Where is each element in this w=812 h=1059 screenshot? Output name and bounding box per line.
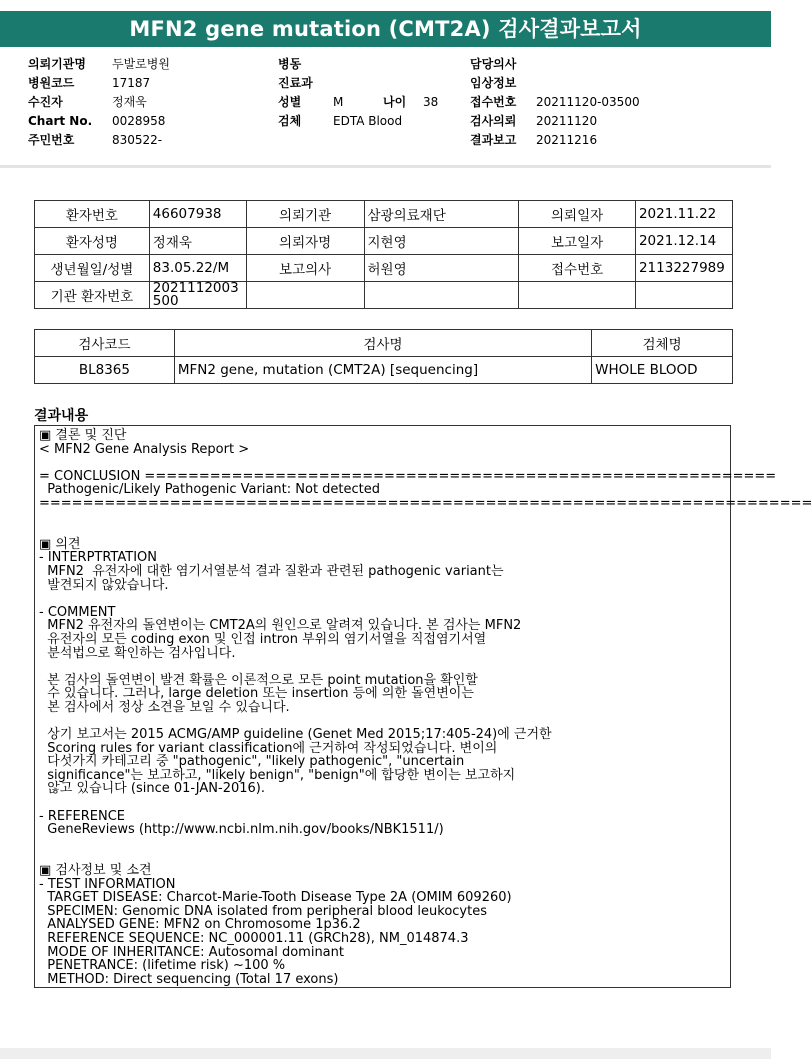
result-text-line: 다섯가지 카테고리 중 "pathogenic", "likely pathogenic", "uncertain [39,754,465,770]
result-text-line: REFERENCE SEQUENCE: NC_000001.11 (GRCh28), NM_014874.3 [39,930,469,946]
table-value-cell: 2113227989 [635,255,732,282]
result-content-box [34,425,812,988]
result-text-line [39,850,726,864]
result-text-line: - INTERPTRTATION [39,550,157,566]
info-row [278,93,438,112]
result-text-line: = CONCLUSION ========================================================== [39,468,777,484]
info-value: 830522- [112,133,163,147]
result-text-line: 상기 보고서는 2015 ACMG/AMP guideline (Genet Med 2015;17:405-24)에 근거한 [39,727,552,743]
info-row [470,55,640,74]
info-label: 병동 [278,57,302,71]
result-text-line: 분석법으로 확인하는 검사입니다. [39,645,236,661]
result-section-title: 결과내용 [34,408,89,424]
result-text-line: 본 검사의 돌연변이 발견 확률은 이론적으로 모든 point mutation을 확인할 [39,672,478,688]
table-header-cell: 검사명 [174,330,591,357]
result-text-line: 수 있습니다. 그러나, large deletion 또는 insertion 등에 의한 돌연변이는 [39,686,474,702]
result-text-line: MFN2 유전자의 돌연변이는 CMT2A의 원인으로 알려져 있습니다. 본 검사는 MFN2 [39,618,522,634]
specimen-name-cell: WHOLE BLOOD [592,357,733,384]
table-row [35,357,733,384]
result-text-line: METHOD: Direct sequencing (Total 17 exons) [39,971,339,987]
result-text-line: - COMMENT [39,604,116,620]
table-label-cell: 생년월일/성별 [35,255,150,282]
info-label: 결과보고 [470,133,517,147]
result-text-line [39,796,726,810]
info-value: 0028958 [112,114,166,128]
info-value: 20211216 [536,133,598,147]
result-text-line: - REFERENCE [39,808,126,824]
info-value: 17187 [112,76,151,90]
age-value: 38 [423,95,439,109]
result-text-line: SPECIMEN: Genomic DNA isolated from peripheral blood leukocytes [39,903,487,919]
result-text-line: 본 검사에서 정상 소견을 보일 수 있습니다. [39,699,290,715]
table-row [35,201,733,228]
info-label: 주민번호 [28,133,75,147]
info-row [470,131,640,150]
patient-info-column-3 [470,55,640,150]
table-value-cell: 2021112003500 [149,282,246,309]
table-empty-cell [635,282,732,309]
info-row [278,55,438,74]
result-text-line: ======================================================================= [39,495,812,511]
table-label-cell: 보고일자 [519,228,636,255]
info-label: 의뢰기관명 [28,57,86,71]
info-row [28,131,170,150]
table-value-cell: 정재욱 [149,228,246,255]
info-label: 검체 [278,114,302,128]
table-value-cell: 허원영 [364,255,519,282]
info-label: 병원코드 [28,76,75,90]
info-row [470,112,640,131]
table-label-cell: 접수번호 [519,255,636,282]
table-header-cell: 검사코드 [35,330,175,357]
test-code-cell: BL8365 [35,357,175,384]
table-label-cell: 보고의사 [246,255,364,282]
table-row [35,255,733,282]
result-text-line [39,660,726,674]
info-row [28,112,170,131]
result-text-line: 유전자의 모든 coding exon 및 인접 intron 부위의 염기서열을 직접염기서열 [39,631,487,647]
info-label: 담당의사 [470,57,517,71]
table-label-cell: 의뢰자명 [246,228,364,255]
info-label: 접수번호 [470,95,517,109]
info-value: 20211120 [536,114,598,128]
result-text-line: PENETRANCE: (lifetime risk) ~100 % [39,958,286,974]
info-label: 성별 [278,95,302,109]
table-label-cell: 의뢰기관 [246,201,364,228]
patient-info-column-2 [278,55,438,131]
info-row [278,74,438,93]
test-name-cell: MFN2 gene, mutation (CMT2A) [sequencing] [174,357,591,384]
result-text-line: - TEST INFORMATION [39,876,176,892]
result-text-line: 않고 있습니다 (since 01-JAN-2016). [39,781,266,797]
info-value: 두발로병원 [112,57,170,71]
result-text-line: significance"는 보고하고, "likely benign", "benign"에 합당한 변이는 보고하지 [39,767,516,783]
age-label: 나이 [383,95,407,109]
result-text-line: ▣ 검사정보 및 소견 [39,863,152,878]
info-label: Chart No. [28,114,93,128]
result-text-line [39,511,726,525]
table-row [35,228,733,255]
table-label-cell: 기관 환자번호 [35,282,150,309]
table-label-cell: 환자성명 [35,228,150,255]
result-text-line: MFN2 유전자에 대한 염기서열분석 결과 질환과 관련된 pathogenic variant는 [39,563,504,579]
bottom-bar [0,1048,771,1059]
table-value-cell: 2021.11.22 [635,201,732,228]
info-label: 진료과 [278,76,313,90]
result-text-line: 발견되지 않았습니다. [39,577,169,593]
result-text-line: MODE OF INHERITANCE: Autosomal dominant [39,944,344,960]
info-value: 20211120-03500 [536,95,640,109]
result-text-line: Scoring rules for variant classification에 근거하여 작성되었습니다. 변이의 [39,740,498,756]
result-text-line: ▣ 의견 [39,536,81,552]
table-value-cell: 2021.12.14 [635,228,732,255]
info-label: 검사의뢰 [470,114,517,128]
sex-value: M [333,95,344,109]
table-value-cell: 지현영 [364,228,519,255]
info-row [470,93,640,112]
table-header-cell: 검체명 [592,330,733,357]
result-text-line: TARGET DISEASE: Charcot-Marie-Tooth Disease Type 2A (OMIM 609260) [39,890,512,906]
report-title: MFN2 gene mutation (CMT2A) 검사결과보고서 [0,11,771,47]
table-label-cell: 의뢰일자 [519,201,636,228]
result-text-line [39,456,726,470]
table-value-cell: 삼광의료재단 [364,201,519,228]
info-label: 수진자 [28,95,63,109]
info-row [278,112,438,131]
table-value-cell: 46607938 [149,201,246,228]
table-header-row [35,330,733,357]
table-empty-cell [246,282,364,309]
table-label-cell: 환자번호 [35,201,150,228]
result-text-line [39,592,726,606]
result-text-line: ▣ 결론 및 진단 [39,428,127,443]
result-text-line: < MFN2 Gene Analysis Report > [39,441,250,457]
patient-info-column-1 [28,55,170,150]
test-info-table [34,329,733,384]
info-value: EDTA Blood [333,114,403,128]
table-value-cell: 83.05.22/M [149,255,246,282]
result-text-line: ANALYSED GENE: MFN2 on Chromosome 1p36.2 [39,917,361,933]
info-value: 정재욱 [112,95,147,109]
result-text-line [39,524,726,538]
result-text-line: Pathogenic/Likely Pathogenic Variant: Not detected [39,482,381,498]
info-row [28,55,170,74]
info-row [28,74,170,93]
section-divider [0,165,771,168]
info-row [470,74,640,93]
table-empty-cell [519,282,636,309]
table-row [35,282,733,309]
result-text-line [39,837,726,851]
patient-details-table [34,200,733,309]
info-label: 임상정보 [470,76,517,90]
table-empty-cell [364,282,519,309]
info-row [28,93,170,112]
result-text-line: GeneReviews (http://www.ncbi.nlm.nih.gov/books/NBK1511/) [39,822,444,838]
